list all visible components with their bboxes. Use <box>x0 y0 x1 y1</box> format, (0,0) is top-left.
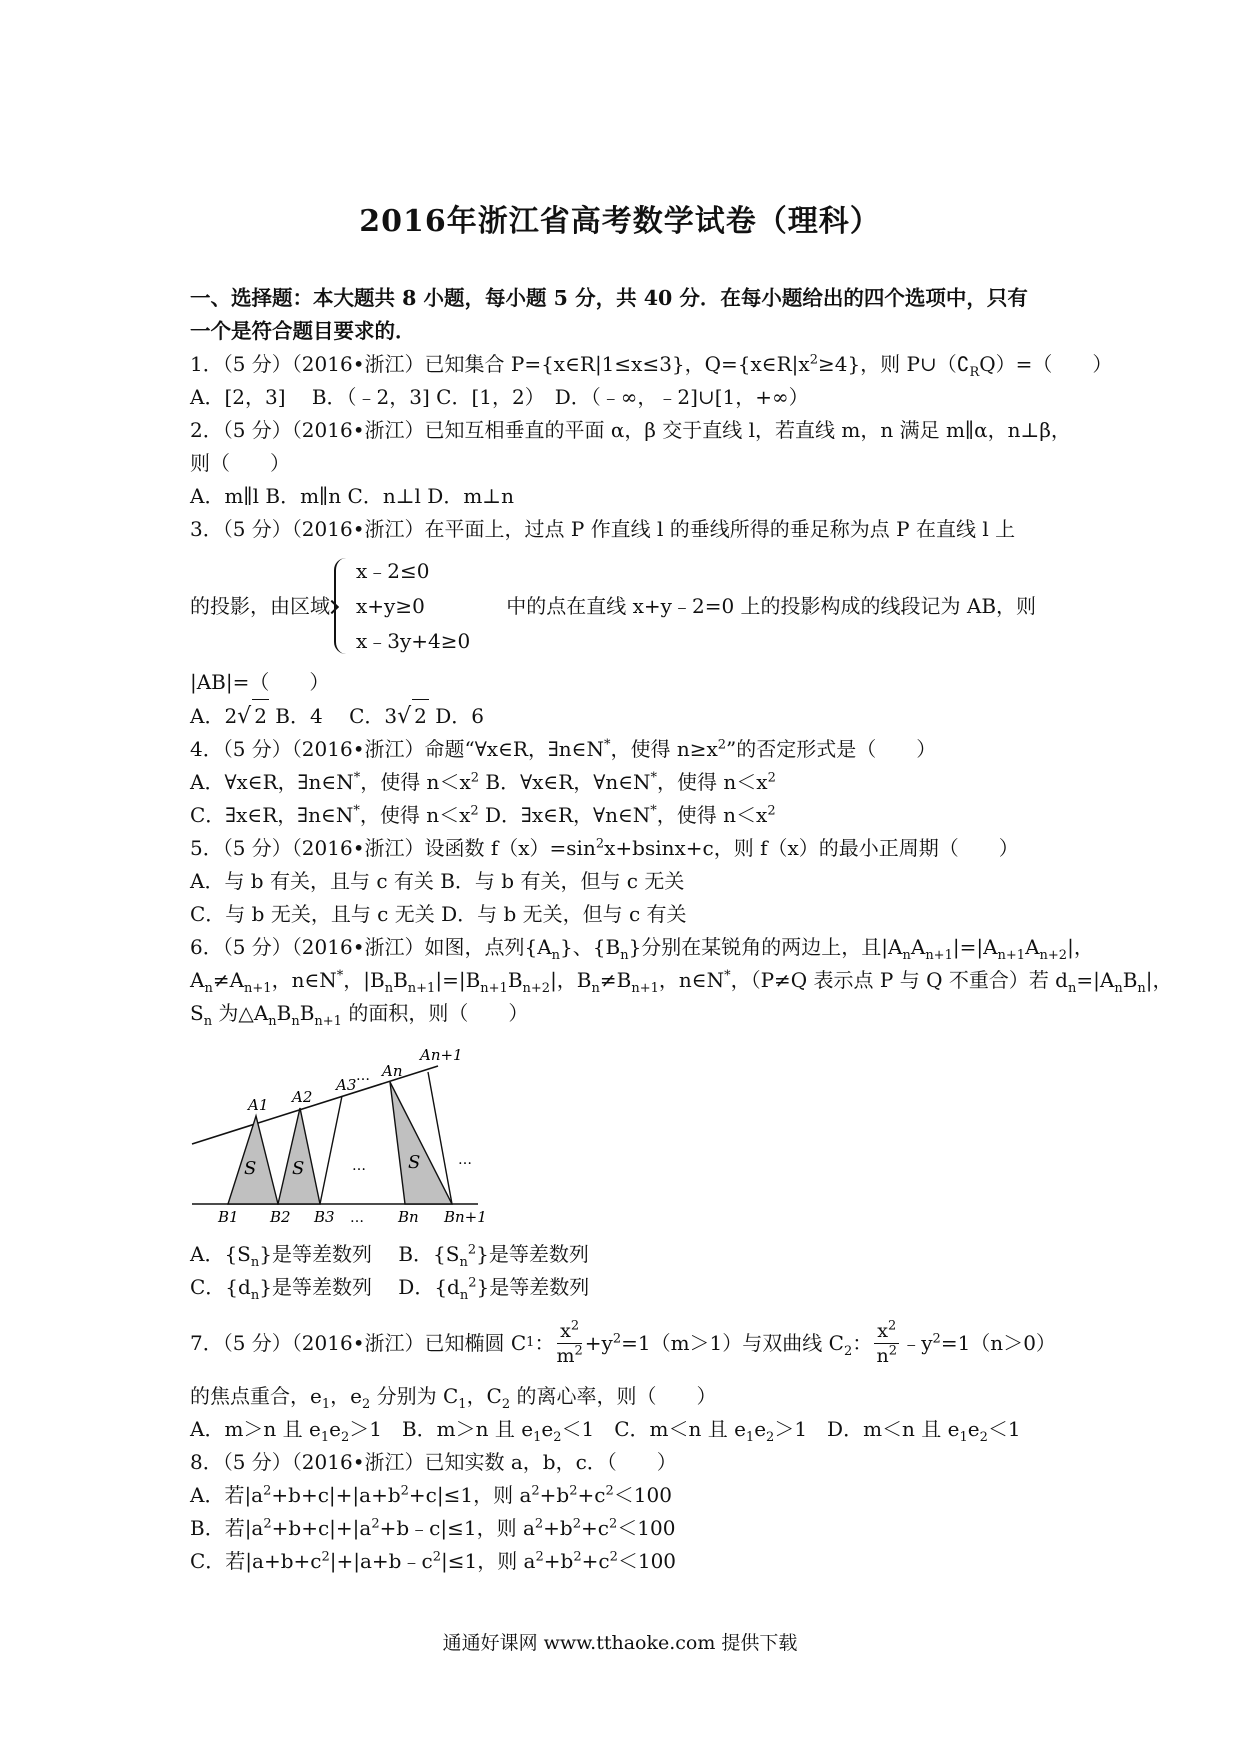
question-3-system-row <box>190 552 1062 660</box>
ellipsis-label: … <box>356 1068 370 1084</box>
question-7-options: A．m＞n 且 $e_1e_2>1$ B．m＞n 且 $e_1e_2<1$ C．m＜n 且 $e_1e_2>1$ D．m＜n 且 $e_1e_2<1$ <box>190 1417 1021 1445</box>
superscript: * <box>353 770 361 786</box>
point-label-a: A3 <box>336 1076 357 1094</box>
denominator: $n^2$ <box>876 1343 897 1367</box>
superscript: * <box>353 803 360 819</box>
text-segment: 1．（5 分）（2016•浙江）已知集合 P={x∈R|1≤x≤3}，Q={x∈R|x <box>190 352 810 376</box>
superscript: 2 <box>595 836 605 852</box>
text-segment: $﹣y^2=1(n>0)$ <box>901 1330 1056 1355</box>
superscript: * <box>650 803 657 819</box>
question-8-option: C．若$|a+b+c^2|+|a+b﹣c^2|\le 1$，则 $a^2+b^2+c^2<100$ <box>190 1549 677 1573</box>
numerator: $x^2$ <box>874 1319 899 1344</box>
text-segment: ： <box>534 1330 555 1355</box>
text-segment: ，使得 n＜x <box>359 803 471 827</box>
text-segment: 的投影，由区域 <box>190 593 330 618</box>
triangle-sequence-diagram <box>190 1036 490 1226</box>
text-segment: 4．（5 分）（2016•浙江）命题“∀x∈R，∃n∈N <box>190 737 604 761</box>
superscript: 2 <box>717 737 727 753</box>
section-header-line: 一个是符合题目要求的． <box>190 319 416 343</box>
question-8-stem: 8．（5 分）（2016•浙江）已知实数 a，b，c．（ ） <box>190 1450 677 1474</box>
page-title: 2016年浙江省高考数学试卷（理科） <box>359 204 881 239</box>
radicand: 2 <box>412 699 429 733</box>
area-label: S <box>408 1152 421 1173</box>
text-segment: C．∃x∈R，∃n∈N <box>190 803 354 827</box>
numerator: $x^2$ <box>557 1319 582 1344</box>
text-segment: 5．（5 分）（2016•浙江）设函数 f（x）=sin <box>190 836 596 860</box>
exam-body <box>190 282 1173 1578</box>
superscript: 2 <box>767 770 776 786</box>
question-6-stem: $S_n$ 为$\triangle A_nB_nB_{n+1}$ 的面积，则（ ） <box>190 1001 529 1029</box>
text-segment: ，使得 n＜x <box>656 803 768 827</box>
radicand: 2 <box>252 699 269 733</box>
point-label-b: Bn+1 <box>444 1208 487 1226</box>
sqrt-icon: √ <box>397 704 412 729</box>
superscript: 2 <box>809 352 818 368</box>
point-label-a: An+1 <box>420 1046 463 1064</box>
ellipsis-label: … <box>350 1210 364 1226</box>
question-7-stem: 的焦点重合，$e_1$，$e_2$ 分别为 $C_1$，$C_2$ 的离心率，则（ ） <box>190 1384 717 1412</box>
text-segment: ”的否定形式是（ ） <box>726 737 937 761</box>
question-2-stem: 2．（5 分）（2016•浙江）已知互相垂直的平面 α，β 交于直线 l，若直线 m，n 满足 m∥α，n⊥β， <box>190 418 1071 442</box>
superscript: * <box>650 770 658 786</box>
text-segment: $+y^2=1(m>1)$与双曲线 $C_2$： <box>584 1330 873 1359</box>
question-5-options: A．与 b 有关，且与 c 有关 B．与 b 有关，但与 c 无关 <box>190 869 685 893</box>
inequality: x﹣3y+4≥0 <box>356 629 471 653</box>
text-segment: ≥4}，则 P∪（∁ <box>817 352 970 376</box>
question-3-options <box>190 699 1062 733</box>
question-1-stem <box>190 348 1113 381</box>
point-label-a: An <box>382 1062 403 1080</box>
point-label-b: B2 <box>270 1208 291 1226</box>
point-label-a: A1 <box>248 1096 269 1114</box>
question-4-options <box>190 799 1062 832</box>
question-1-options: A．[2，3] B．（﹣2，3] C．[1，2） D．（﹣∞，﹣2]∪[1，+∞） <box>190 385 809 409</box>
text-segment: x+bsinx+c，则 f（x）的最小正周期（ ） <box>604 836 1019 860</box>
point-label-a: A2 <box>292 1088 313 1106</box>
question-6-options: C．$\{d_n\}$是等差数列 D．$\{d_n^2\}$是等差数列 <box>190 1275 590 1303</box>
text-segment: A．2 <box>190 704 238 728</box>
superscript: * <box>603 737 611 753</box>
question-6-stem: $A_n\ne A_{n+1}$，n∈N*，$|B_nB_{n+1}|=|B_{n+1}B_{n+2}|$，$B_n\ne B_{n+1}$，n∈N*，（P≠Q 表示点 P 与 Q 不重合）若 $d_n=|A_nB_n|$， <box>190 968 1173 996</box>
question-2-options: A．m∥l B．m∥n C．n⊥l D．m⊥n <box>190 484 514 508</box>
text-segment: 中的点在直线 x+y﹣2=0 上的投影构成的线段记为 AB，则 <box>506 593 1037 618</box>
question-5-options: C．与 b 无关，且与 c 无关 D．与 b 无关，但与 c 有关 <box>190 902 687 926</box>
question-3-stem: 3．（5 分）（2016•浙江）在平面上，过点 P 作直线 l 的垂线所得的垂足称为点 P 在直线 l 上 <box>190 517 1016 541</box>
brace-symbol <box>334 558 350 654</box>
section-header <box>190 282 1062 348</box>
text-segment: B．4 C．3 <box>268 704 398 728</box>
superscript: 2 <box>470 770 480 786</box>
ellipsis-label: … <box>458 1152 472 1168</box>
segment-a3-b3 <box>320 1096 342 1204</box>
text-segment: B．∀x∈R，∀n∈N <box>479 770 651 794</box>
point-label-b: Bn <box>398 1208 419 1226</box>
fraction <box>874 1319 899 1368</box>
point-label-b: B1 <box>218 1208 239 1226</box>
triangle-s2 <box>278 1108 320 1204</box>
text-segment: ，使得 n≥x <box>610 737 718 761</box>
superscript: 2 <box>470 803 479 819</box>
section-header-line: 一、选择题：本大题共 8 小题，每小题 5 分，共 40 分．在每小题给出的四个选项中，只有 <box>190 286 1028 310</box>
inequality: x+y≥0 <box>356 594 425 618</box>
ellipsis-label: … <box>352 1158 366 1174</box>
question-5-stem <box>190 832 1062 865</box>
area-label: S <box>244 1158 257 1179</box>
inequality: x﹣2≤0 <box>356 559 430 583</box>
triangle-sn <box>390 1082 452 1204</box>
text-segment: D．∃x∈R，∀n∈N <box>478 803 651 827</box>
question-3-stem-end: |AB|=（ ） <box>190 670 330 694</box>
denominator: $m^2$ <box>556 1343 583 1367</box>
question-8-option: B．若$|a^2+b+c|+|a^2+b﹣c|\le 1$，则 $a^2+b^2+c^2<100$ <box>190 1516 676 1540</box>
page-footer: 通通好课网 www.tthaoke.com 提供下载 <box>442 1632 798 1654</box>
question-8-option: A．若$|a^2+b+c|+|a+b^2+c|\le 1$，则 $a^2+b^2+c^2<100$ <box>190 1483 672 1507</box>
question-6-stem: 6．（5 分）（2016•浙江）如图，点列$\{A_n\}$、$\{B_n\}$分别在某锐角的两边上，且$|A_nA_{n+1}|=|A_{n+1}A_{n+2}|$， <box>190 935 1094 963</box>
question-2-stem: 则（ ） <box>190 451 290 475</box>
text-segment: ，使得 n＜x <box>657 770 768 794</box>
text-segment: 7．（5 分）（2016•浙江）已知椭圆 C <box>190 1330 527 1355</box>
inequality-system <box>356 556 470 656</box>
sqrt-icon: √ <box>237 704 252 729</box>
question-7-stem: 7．（5 分）（2016•浙江）已知椭圆 C 1 ： $\frac{x^2}{m^2}$ $+y^2=1(m>1)$与双曲线 $C_2$： $\frac{x^2}{n^2}$ $﹣y^2=1(n>0)$ <box>190 1318 1056 1367</box>
question-6-figure <box>190 1036 1062 1236</box>
area-label: S <box>292 1158 305 1179</box>
question-6-options: A．$\{S_n\}$是等差数列 B．$\{S_n^2\}$是等差数列 <box>190 1242 589 1270</box>
superscript: 2 <box>767 803 776 819</box>
question-4-options <box>190 766 1062 799</box>
text-segment: ，使得 n＜x <box>360 770 471 794</box>
subscript: R <box>969 365 980 380</box>
text-segment: D．6 <box>428 704 484 728</box>
text-segment: A．∀x∈R，∃n∈N <box>190 770 354 794</box>
fraction <box>556 1319 582 1368</box>
text-segment: Q）=（ ） <box>979 352 1113 376</box>
question-4-stem <box>190 733 1062 766</box>
point-label-b: B3 <box>314 1208 335 1226</box>
